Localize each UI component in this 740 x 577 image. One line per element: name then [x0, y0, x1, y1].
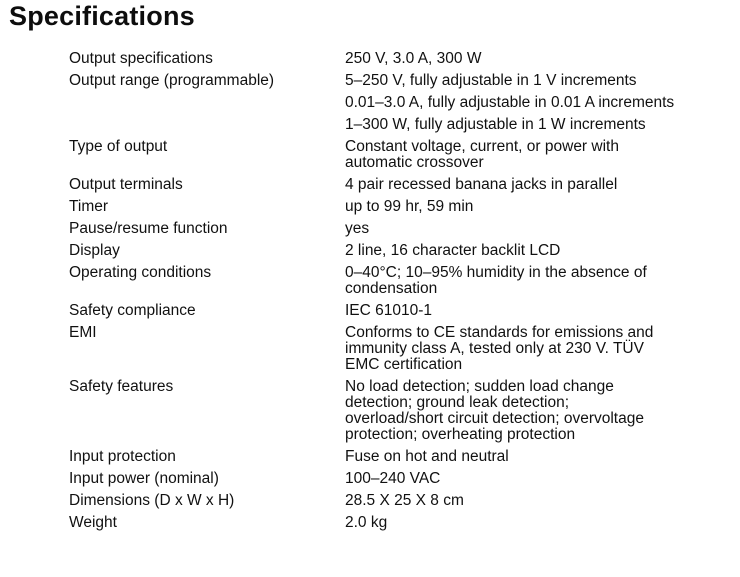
specifications-table: [69, 48, 729, 534]
spec-label: Operating conditions: [69, 264, 212, 281]
spec-values: [345, 48, 729, 70]
spec-values: [345, 446, 729, 468]
spec-value: 28.5 X 25 X 8 cm: [345, 492, 464, 509]
spec-value: No load detection; sudden load change detection; ground leak detection; overload/short circuit detection; overvoltage protection; overheating protection: [345, 378, 644, 443]
spec-value: Fuse on hot and neutral: [345, 448, 509, 465]
spec-label: Output terminals: [69, 176, 183, 193]
spec-row-output-terminals: [69, 174, 729, 196]
spec-values: [345, 218, 729, 240]
spec-row-operating-conditions: [69, 262, 729, 300]
spec-value: 100–240 VAC: [345, 470, 441, 487]
spec-value: 4 pair recessed banana jacks in parallel: [345, 176, 618, 193]
page-title: Specifications: [9, 1, 195, 31]
spec-values: [345, 490, 729, 512]
spec-value: 2 line, 16 character backlit LCD: [345, 242, 561, 259]
spec-label: Safety features: [69, 378, 174, 395]
spec-label: Type of output: [69, 138, 168, 155]
spec-row-output-specifications: [69, 48, 729, 70]
spec-row-input-power: [69, 468, 729, 490]
spec-row-display: [69, 240, 729, 262]
spec-label: Output range (programmable): [69, 72, 275, 89]
spec-value: IEC 61010-1: [345, 302, 433, 319]
spec-value: Conforms to CE standards for emissions and immunity class A, tested only at 230 V. TÜV EMC certification: [345, 324, 654, 373]
spec-values: [345, 196, 729, 218]
spec-value: Constant voltage, current, or power with automatic crossover: [345, 138, 619, 171]
spec-label: Pause/resume function: [69, 220, 228, 237]
spec-label: Timer: [69, 198, 109, 215]
spec-row-weight: [69, 512, 729, 534]
spec-label: Safety compliance: [69, 302, 196, 319]
spec-row-dimensions: [69, 490, 729, 512]
spec-values: [345, 322, 729, 376]
spec-row-output-range: [69, 70, 729, 136]
spec-values: [345, 136, 729, 174]
spec-values: [345, 376, 729, 446]
spec-values: [345, 70, 729, 136]
spec-label: Input protection: [69, 448, 176, 465]
spec-values: [345, 468, 729, 490]
spec-value: 2.0 kg: [345, 514, 388, 531]
spec-values: [345, 174, 729, 196]
spec-label: Input power (nominal): [69, 470, 219, 487]
spec-value: 1–300 W, fully adjustable in 1 W increments: [345, 116, 646, 133]
spec-label: Weight: [69, 514, 117, 531]
spec-row-safety-compliance: [69, 300, 729, 322]
spec-values: [345, 240, 729, 262]
spec-value: yes: [345, 220, 370, 237]
spec-value: up to 99 hr, 59 min: [345, 198, 474, 215]
spec-row-pause-resume: [69, 218, 729, 240]
spec-value: 5–250 V, fully adjustable in 1 V increments: [345, 72, 637, 89]
spec-values: [345, 512, 729, 534]
spec-label: Dimensions (D x W x H): [69, 492, 235, 509]
spec-label: EMI: [69, 324, 97, 341]
spec-values: [345, 262, 729, 300]
spec-values: [345, 300, 729, 322]
spec-row-timer: [69, 196, 729, 218]
spec-row-type-of-output: [69, 136, 729, 174]
spec-label: Display: [69, 242, 120, 259]
spec-row-safety-features: [69, 376, 729, 446]
spec-label: Output specifications: [69, 50, 213, 67]
spec-value: 250 V, 3.0 A, 300 W: [345, 50, 482, 67]
spec-row-input-protection: [69, 446, 729, 468]
spec-value: 0.01–3.0 A, fully adjustable in 0.01 A increments: [345, 94, 675, 111]
spec-row-emi: [69, 322, 729, 376]
spec-value: 0–40°C; 10–95% humidity in the absence of condensation: [345, 264, 647, 297]
